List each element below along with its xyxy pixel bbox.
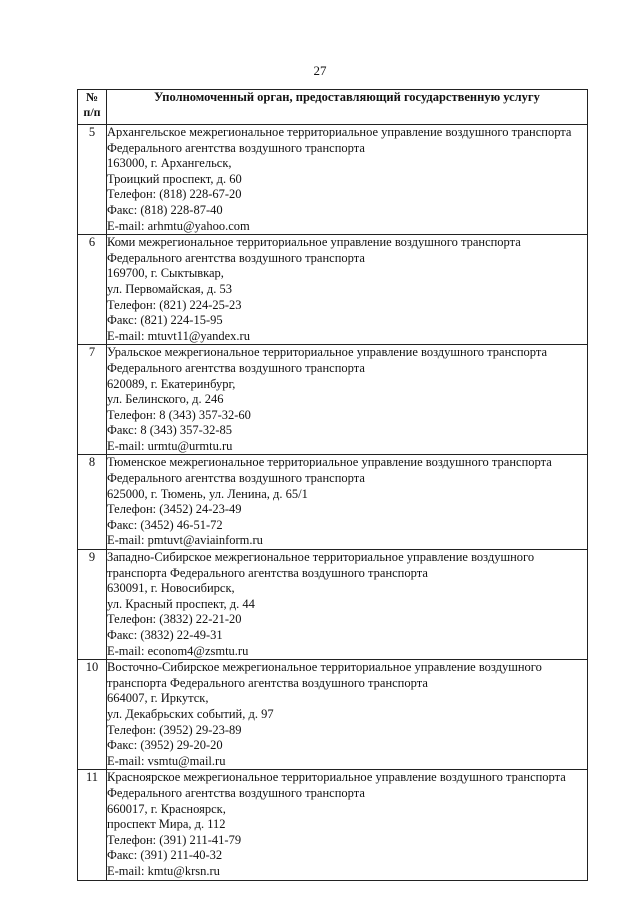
authority-detail-line: E-mail: arhmtu@yahoo.com — [107, 218, 250, 233]
authority-detail-line: Восточно-Сибирское межрегиональное территориальное управление воздушного — [107, 660, 542, 675]
authority-details — [107, 770, 588, 880]
authority-detail-line: Архангельское межрегиональное территориальное управление воздушного транспорта — [107, 125, 572, 139]
authority-detail-line: Телефон: (821) 224-25-23 — [107, 297, 242, 312]
authority-detail-line: 630091, г. Новосибирск, — [107, 581, 235, 596]
authority-detail-line: Тюменское межрегиональное территориальное управление воздушного транспорта — [107, 455, 552, 470]
authority-detail-line: Телефон: (818) 228-67-20 — [107, 187, 242, 202]
authority-table — [77, 89, 588, 881]
authority-detail-line: Красноярское межрегиональное территориальное управление воздушного транспорта — [107, 770, 566, 785]
authority-details — [107, 345, 588, 455]
authority-details — [107, 660, 588, 770]
table-row — [78, 455, 588, 550]
table-row — [78, 125, 588, 235]
authority-detail-line: 660017, г. Красноярск, — [107, 801, 226, 816]
row-number: 11 — [78, 770, 107, 880]
column-header-number-label: № п/п — [83, 90, 101, 119]
authority-detail-line: ул. Белинского, д. 246 — [107, 392, 224, 407]
authority-detail-line: E-mail: vsmtu@mail.ru — [107, 753, 226, 768]
authority-detail-line: Федерального агентства воздушного транспорта — [107, 140, 365, 155]
authority-detail-line: E-mail: econom4@zsmtu.ru — [107, 643, 249, 658]
authority-detail-line: 664007, г. Иркутск, — [107, 691, 209, 706]
authority-detail-line: 620089, г. Екатеринбург, — [107, 376, 236, 391]
authority-detail-line: Телефон: (3832) 22-21-20 — [107, 612, 242, 627]
authority-detail-line: E-mail: urmtu@urmtu.ru — [107, 438, 233, 453]
authority-detail-line: Коми межрегиональное территориальное управление воздушного транспорта — [107, 235, 521, 250]
row-number: 8 — [78, 455, 107, 550]
table-row — [78, 660, 588, 770]
row-number: 5 — [78, 125, 107, 235]
authority-detail-line: Федерального агентства воздушного транспорта — [107, 360, 365, 375]
table-body — [78, 125, 588, 881]
authority-detail-line: Телефон: (3952) 29-23-89 — [107, 722, 242, 737]
authority-detail-line: транспорта Федерального агентства воздушного транспорта — [107, 675, 428, 690]
authority-detail-line: ул. Красный проспект, д. 44 — [107, 596, 255, 611]
authority-detail-line: Федерального агентства воздушного транспорта — [107, 471, 365, 486]
table-row — [78, 345, 588, 455]
row-number: 7 — [78, 345, 107, 455]
table-row — [78, 235, 588, 345]
authority-details — [107, 235, 588, 345]
authority-detail-line: Уральское межрегиональное территориальное управление воздушного транспорта — [107, 345, 548, 360]
authority-details — [107, 550, 588, 660]
authority-detail-line: Федерального агентства воздушного транспорта — [107, 250, 365, 265]
authority-detail-line: Факс: (3952) 29-20-20 — [107, 738, 223, 753]
authority-detail-line: E-mail: pmtuvt@aviainform.ru — [107, 533, 263, 548]
authority-detail-line: 169700, г. Сыктывкар, — [107, 266, 224, 281]
authority-detail-line: ул. Первомайская, д. 53 — [107, 281, 232, 296]
table-header-row — [78, 90, 588, 125]
row-number: 10 — [78, 660, 107, 770]
authority-detail-line: транспорта Федерального агентства воздушного транспорта — [107, 565, 428, 580]
authority-detail-line: Телефон: (391) 211-41-79 — [107, 832, 242, 847]
authority-details — [107, 455, 588, 550]
row-number: 9 — [78, 550, 107, 660]
authority-detail-line: E-mail: kmtu@krsn.ru — [107, 863, 220, 878]
authority-detail-line: Факс: 8 (343) 357-32-85 — [107, 423, 232, 438]
authority-detail-line: ул. Декабрьских событий, д. 97 — [107, 706, 274, 721]
row-number: 6 — [78, 235, 107, 345]
authority-detail-line: Факс: (3452) 46-51-72 — [107, 517, 223, 532]
authority-detail-line: Факс: (821) 224-15-95 — [107, 313, 223, 328]
page-number: 27 — [313, 63, 327, 78]
table-row — [78, 770, 588, 880]
table-row — [78, 550, 588, 660]
column-header-number — [78, 90, 107, 125]
authority-detail-line: E-mail: mtuvt11@yandex.ru — [107, 328, 250, 343]
authority-detail-line: Телефон: (3452) 24-23-49 — [107, 502, 242, 517]
authority-detail-line: 163000, г. Архангельск, — [107, 156, 232, 171]
authority-detail-line: Факс: (3832) 22-49-31 — [107, 628, 223, 642]
authority-detail-line: Троицкий проспект, д. 60 — [107, 171, 242, 186]
authority-detail-line: 625000, г. Тюмень, ул. Ленина, д. 65/1 — [107, 486, 308, 501]
column-header-authority: Уполномоченный орган, предоставляющий государственную услугу — [107, 90, 588, 125]
authority-detail-line: Факс: (391) 211-40-32 — [107, 848, 223, 863]
authority-detail-line: Телефон: 8 (343) 357-32-60 — [107, 407, 251, 422]
authority-detail-line: проспект Мира, д. 112 — [107, 817, 226, 832]
authority-detail-line: Факс: (818) 228-87-40 — [107, 202, 223, 217]
authority-detail-line: Западно-Сибирское межрегиональное территориальное управление воздушного — [107, 550, 535, 565]
authority-detail-line: Федерального агентства воздушного транспорта — [107, 785, 365, 800]
authority-details — [107, 125, 588, 235]
